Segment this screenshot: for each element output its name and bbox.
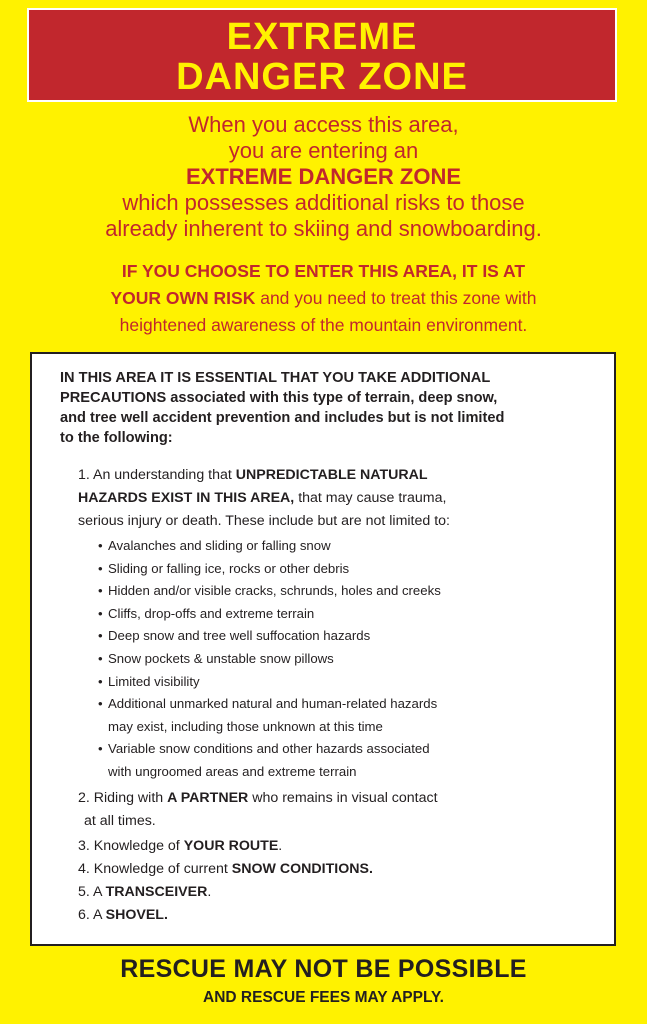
intro-line-5: already inherent to skiing and snowboarding.	[105, 216, 542, 241]
heading-line-4: to the following:	[60, 430, 173, 446]
intro-line-2: you are entering an	[228, 138, 419, 163]
item-1-bold-2: HAZARDS EXIST IN THIS AREA,	[78, 490, 295, 506]
risk-line-3: heightened awareness of the mountain environment.	[119, 315, 528, 335]
list-item-2	[78, 787, 598, 833]
rescue-footer	[0, 952, 647, 1010]
bullet-item: • Avalanches and sliding or falling snow	[98, 535, 598, 558]
heading-line-1: IN THIS AREA IT IS ESSENTIAL THAT YOU TAKE ADDITIONAL	[60, 370, 491, 386]
item-5-bold: TRANSCEIVER	[105, 883, 208, 900]
item-3-prefix: 3. Knowledge of	[78, 837, 184, 854]
precautions-box	[30, 352, 616, 946]
intro-line-1: When you access this area,	[188, 112, 459, 137]
item-2-line-2: at all times.	[84, 812, 156, 829]
bullet-item: • Limited visibility	[98, 671, 598, 694]
item-3-suffix: .	[278, 837, 283, 854]
bullet-9-line-1: • Variable snow conditions and other hazards associated	[108, 741, 430, 757]
item-2-prefix: 2. Riding with	[78, 789, 168, 806]
item-1-line-3: serious injury or death. These include but are not limited to:	[78, 513, 450, 529]
item-6-prefix: 6. A	[78, 906, 106, 923]
list-item-5	[78, 881, 598, 904]
bullet-item: • Deep snow and tree well suffocation hazards	[98, 625, 598, 648]
item-4-prefix: 4. Knowledge of current	[78, 860, 232, 877]
item-6-bold: SHOVEL.	[105, 906, 168, 923]
item-5-suffix: .	[207, 883, 212, 900]
intro-line-3: EXTREME DANGER ZONE	[185, 164, 462, 189]
heading-line-2-bold: PRECAUTIONS	[60, 390, 167, 406]
list-item-6	[78, 904, 598, 927]
list-item-1	[78, 464, 598, 533]
item-2-rest: who remains in visual contact	[248, 789, 438, 806]
heading-line-3: and tree well accident prevention and includes but is not limited	[60, 410, 505, 426]
intro-line-4: which possesses additional risks to those	[122, 190, 525, 215]
bullet-8-line-2: may exist, including those unknown at this time	[108, 718, 383, 734]
precautions-heading	[60, 368, 600, 448]
item-3-bold: YOUR ROUTE	[183, 837, 279, 854]
risk-warning	[0, 258, 647, 339]
bullet-8-line-1: • Additional unmarked natural and human-related hazards	[108, 696, 438, 712]
precautions-list	[78, 464, 598, 927]
footer-line-2: AND RESCUE FEES MAY APPLY.	[203, 989, 444, 1006]
item-2-bold: A PARTNER	[167, 789, 249, 806]
item-1-rest-2: that may cause trauma,	[294, 490, 447, 506]
bullet-item: • Hidden and/or visible cracks, schrunds, holes and creeks	[98, 580, 598, 603]
item-5-prefix: 5. A	[78, 883, 106, 900]
bullet-item: • Snow pockets & unstable snow pillows	[98, 648, 598, 671]
title-line-2: DANGER ZONE	[176, 56, 468, 98]
heading-line-2-rest: associated with this type of terrain, deep snow,	[166, 390, 498, 406]
bullet-item: • Cliffs, drop-offs and extreme terrain	[98, 603, 598, 626]
hazard-bullets	[98, 535, 598, 784]
risk-bold-2: YOUR OWN RISK	[110, 288, 256, 308]
risk-bold-1: IF YOU CHOOSE TO ENTER THIS AREA, IT IS AT	[121, 261, 526, 281]
bullet-9-line-2: with ungroomed areas and extreme terrain	[108, 763, 357, 779]
intro-text	[0, 112, 647, 242]
item-1-bold-1: UNPREDICTABLE NATURAL	[235, 467, 428, 483]
bullet-item: • Sliding or falling ice, rocks or other debris	[98, 558, 598, 581]
title-line-1: EXTREME	[226, 16, 418, 58]
risk-text-2: and you need to treat this zone with	[255, 288, 537, 308]
list-item-4	[78, 858, 598, 881]
item-4-bold: SNOW CONDITIONS.	[231, 860, 373, 877]
bullet-item-8	[98, 693, 598, 738]
footer-line-1: RESCUE MAY NOT BE POSSIBLE	[120, 955, 527, 983]
bullet-item-9	[98, 738, 598, 783]
title-banner	[27, 8, 617, 102]
item-1-prefix: 1. An understanding that	[78, 467, 236, 483]
list-item-3	[78, 835, 598, 858]
